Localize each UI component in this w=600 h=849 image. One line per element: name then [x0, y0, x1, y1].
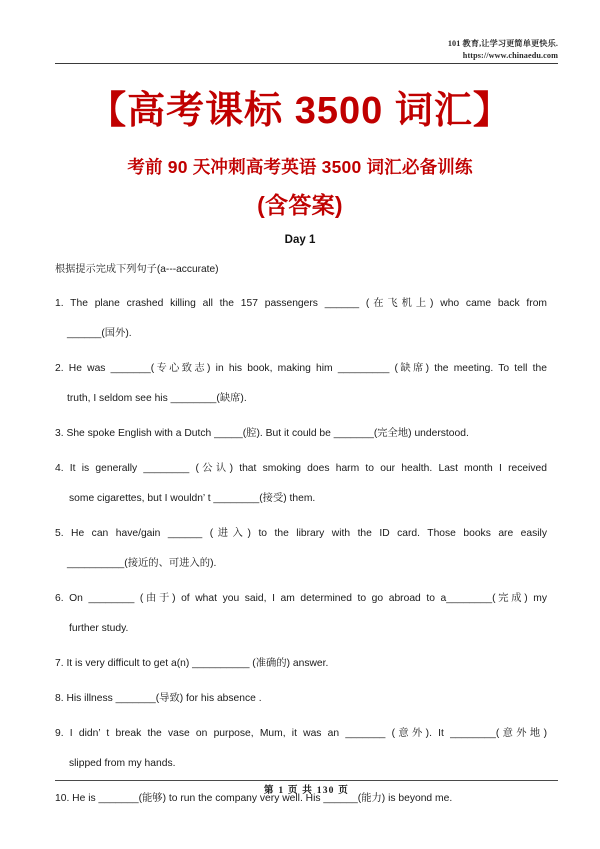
question-line: 6. On ________ (由于) of what you said, I am determined to go abroad to a________(完成) my: [55, 593, 547, 604]
question-item: [55, 519, 547, 579]
exercise-content: [55, 262, 547, 819]
question-line: further study.: [69, 623, 129, 634]
question-line: 3. She spoke English with a Dutch _____(腔). But it could be _______(完全地) understood.: [55, 428, 469, 439]
header-divider: [55, 63, 558, 64]
document-main-title: 【高考课标 3500 词汇】: [88, 90, 512, 132]
question-line: truth, I seldom see his ________(缺席).: [67, 393, 247, 404]
question-line: 8. His illness _______(导致) for his absence .: [55, 693, 262, 704]
day-section-heading: Day 1: [284, 234, 316, 246]
question-item: [55, 289, 547, 349]
question-item: [55, 584, 547, 644]
document-subtitle-secondary: (含答案): [257, 192, 343, 218]
header-website-url: https://www.chinaedu.com: [462, 50, 558, 60]
question-line: 2. He was _______(专心致志) in his book, making him _________ (缺席) the meeting. To tell the: [55, 363, 547, 374]
exercise-instruction: 根据提示完成下列句子(a---accurate): [55, 264, 219, 275]
question-line: some cigarettes, but I wouldn’ t ________(接受) them.: [69, 493, 316, 504]
footer-divider: [55, 780, 558, 781]
question-line: 4. It is generally ________ (公认) that smoking does harm to our health. Last month I received: [55, 463, 547, 474]
question-line: slipped from my hands.: [69, 758, 176, 769]
header-branding: [55, 38, 558, 61]
question-line: __________(接近的、可进入的).: [67, 558, 217, 569]
page-number-label: 第 1 页 共 130 页: [263, 785, 350, 796]
page-header: [55, 38, 558, 64]
question-line: 5. He can have/gain ______ (进入) to the library with the ID card. Those books are easily: [55, 528, 547, 539]
question-line: 10. He is _______(能够) to run the company very well. His ______(能力) is beyond me.: [55, 793, 453, 804]
header-brand-slogan: 101 教育,让学习更简单更快乐.: [447, 39, 558, 48]
question-item: [55, 684, 547, 714]
question-line: 7. It is very difficult to get a(n) __________ (准确的) answer.: [55, 658, 329, 669]
page-footer: [55, 780, 558, 797]
document-subtitle-primary: 考前 90 天冲刺高考英语 3500 词汇必备训练: [127, 157, 473, 177]
question-item: [55, 454, 547, 514]
question-line: ______(国外).: [67, 328, 132, 339]
question-line: 9. I didn’ t break the vase on purpose, Mum, it was an _______ (意外). It ________(意外地): [55, 728, 547, 739]
question-line: 1. The plane crashed killing all the 157 passengers ______ (在飞机上) who came back from: [55, 298, 547, 309]
question-item: [55, 354, 547, 414]
question-item: [55, 649, 547, 679]
question-item: [55, 719, 547, 779]
question-item: [55, 419, 547, 449]
